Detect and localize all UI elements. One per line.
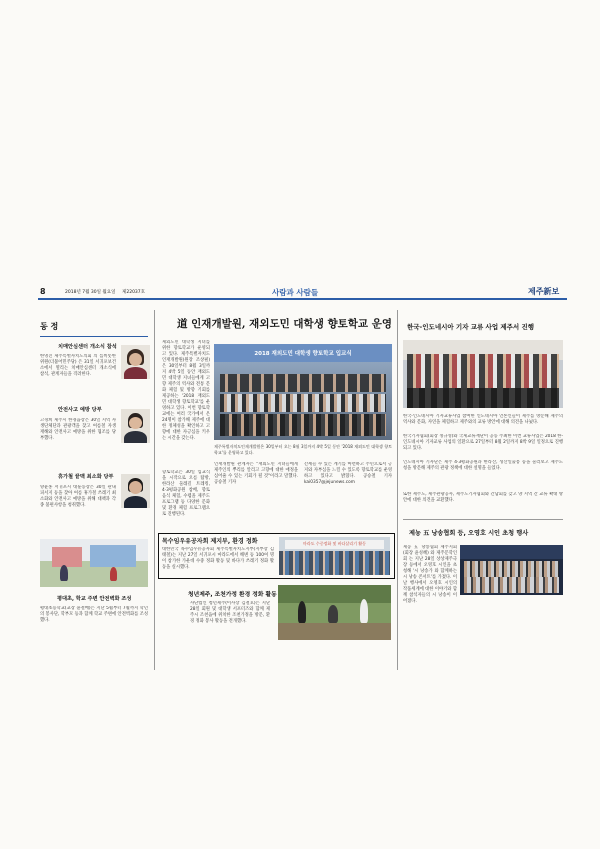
person-photo-3 <box>121 474 150 508</box>
main-article-title: 道 인재개발원, 재외도민 대학생 향토학교 운영 <box>177 318 393 330</box>
person-photo-1 <box>121 345 150 379</box>
boxed-article-title: 목수임우유공자회 제지부, 환경 정화 <box>162 538 258 545</box>
main-photo-banner: 2018 재외도민 대학생 향토학교 입교식 <box>254 351 352 357</box>
news-title-2: 안전사고 예방 당부 <box>58 407 102 413</box>
right-top-photo <box>403 340 563 408</box>
right-top-body2: 한국기자협회(회장 정규성)와 국제교류재단이 공동 주최한 이번 교류사업은 2018 한-인도네시아 기자교류 사업의 일환으로 27일부터 8월 2일까지 8박 9일 일정으로 진행되고 있다. <box>403 434 563 451</box>
boxed-article-body: 대한민국 목수임우유공자회 제주특별자치도지부(지부장 김태철)는 지난 27일 서귀포시 마라도에서 해변 등 100여 명이 참가한 가운데 수중 정화 활동 및 바다가 쓰레기 정화 활동을 실시했다. <box>162 547 274 570</box>
right-bottom-photo <box>460 545 563 595</box>
news-title-3: 휴가철 끝맥 최소화 당부 <box>58 474 114 480</box>
issue-date: 2018년 7월 30일 월요일 <box>65 290 116 295</box>
right-bottom-title: 제농 五 낭송협회 등, 오영호 시인 초청 행사 <box>409 530 529 537</box>
right-divider <box>397 310 398 670</box>
mural-photo <box>40 539 148 587</box>
right-top-title: 한국-인도네시아 기자 교류 사업 제주서 진행 <box>407 323 535 331</box>
main-article-col3: 인재개발원 관계자는 "재외도민 지녀들에게 제주인의 뿌리를 알리고 고향에 대한 애정을 심어줄 수 있는 기회가 될 것"이라고 말했다. 공승철 기자 <box>214 462 298 485</box>
news-title-1: 치매안심센터 개소식 참석 <box>58 344 117 350</box>
right-top-body1: 한국-인도네시아 기자교류사업 참여한 인도네시아 언론인들이 제주를 방문해 제주의 역사와 문화, 자연을 체험하고 제주와의 교류 방안에 대해 의견을 나눴다. <box>403 414 563 425</box>
news-title-4: 평대초, 학교 주변 안전벽화 조성 <box>57 596 132 602</box>
right-top-body3: 인도네시아 기자단은 제주 4·3평화공원과 한라산, 성산일출봉 등을 둘러보고 제주도청을 방문해 제주의 관광 정책에 대한 설명을 들었다. <box>403 460 563 471</box>
news-body-3: 양윤홍 서귀포시 대륜동장은 30일 관내 피서지 등을 찾아 여름 휴가철 쓰레기 최소화와 안전사고 예방을 위해 대책과 각종 불편사항을 청취했다. <box>40 485 116 508</box>
issue-number: 제22037호 <box>122 290 146 295</box>
left-heading: 동 정 <box>40 322 59 331</box>
youth-article-photo <box>278 585 391 640</box>
main-article-col1: 제외도민 대학생 지녀를 위한 향토학교가 운영되고 있다. 제주특별자치도인재개발원(원장 조상필)은 30일부터 8월 3일까지 4박 5일 동안 재외도민 대학생 지녀들에게 고향 제주의 역사와 전통 문화 체험 및 방향 기회를 제공하는 '2018 재외도민 대학생 향토학교'를 운영하고 있다. 이번 향토학교에는 여러 국가에서 온 24명이 참가해 제주에 대한 정체성을 확인하고 고향에 대한 자긍심을 키우는 시간을 갖는다. <box>162 340 210 441</box>
page-number: 8 <box>40 287 46 296</box>
main-article-photo <box>214 344 392 440</box>
news-body-4: 평대초등학교(교장 윤철배)는 지난 5월부터 7월까지 학년의 봉사단, 학부모 등과 함께 학교 주변에 안전벽화를 조성했다. <box>40 606 148 623</box>
left-divider <box>154 310 155 670</box>
news-body-2: 고경희 제주시 한경읍장은 30일 지역 자생단체단과 관광객을 찾고 여름철 자생 재해와 안전사고 예방을 위한 협조를 당부했다. <box>40 418 116 441</box>
person-photo-2 <box>121 409 150 443</box>
brand-logo: 제주新보 <box>528 286 560 296</box>
right-divider-h <box>403 519 563 520</box>
header-rule <box>38 298 567 300</box>
boxed-article-photo <box>279 537 390 575</box>
youth-article-title: 청년제주, 조천가정 환경 정화 활동 <box>188 592 277 598</box>
right-top-body4: 또한 제주도, 제주관광공사, 제주도기자협회와 간담회를 갖고 양 지역 간 교류 확대 방안에 대한 의견을 교환했다. <box>403 492 563 503</box>
main-article-col2: 향토학교는 30일 입교식을 시작으로 오름 탐방, 한라산 둘레길 트레킹, 4·3평화공원 참배, 향토음식 체험, 수렵올 제주도 프로그램 등 다양한 문화 및 환경 체험 프로그램으로 진행된다. <box>162 470 210 517</box>
youth-article-body: 사단법인 청년제주(이사장 김철호)는 지난 28일 회원 및 대학생 서포터즈와 함께 제주시 조천읍에 위치한 조천가정을 방문, 환경 정화 봉사 활동을 전개했다. <box>190 601 270 624</box>
main-article-col4: 간세들 수 있는 계기를 마련하고 주민으로서 긍지와 자부심을 느낄 수 있도록 향토학교를 운영하고 있다고 밝혔다. 공승철 기자 kai0357@jejunews.com <box>304 462 392 485</box>
left-heading-rule <box>40 336 148 337</box>
boxed-photo-banner: 마라도 수중정화 및 바다살리기 활동 <box>302 541 367 546</box>
right-bottom-body: 제농 五 낭송협회 제주지회(회장 윤성혜) 와 제주문학인회 는 지난 28일 상상제주극장 등에서 오영호 시인을 초청해 '시 낭송가 와 함께하는 시 낭송 콘서트'를 가졌다. 이날 행사에서 오영호 시인의 작품세계에 대한 이야기와 함께 참석자들의 시 낭송이 이어졌다. <box>403 545 457 604</box>
news-body-1: 한영진 제주특별자치도의회 의 를비롯한위원(더불어민주당) 은 31일 서귀포보건소에서 열리는 치매안심센터 개소식에 참석, 관계자들을 격려한다. <box>40 354 116 377</box>
main-photo-caption: 제주특별자치도인재개발원은 30일부터 오는 8월 3일까지 4박 5일 동안 '2018 재외도민 대학생 향토학교'를 운영하고 있다. <box>214 444 392 455</box>
section-title: 사람과 사람들 <box>272 288 319 297</box>
